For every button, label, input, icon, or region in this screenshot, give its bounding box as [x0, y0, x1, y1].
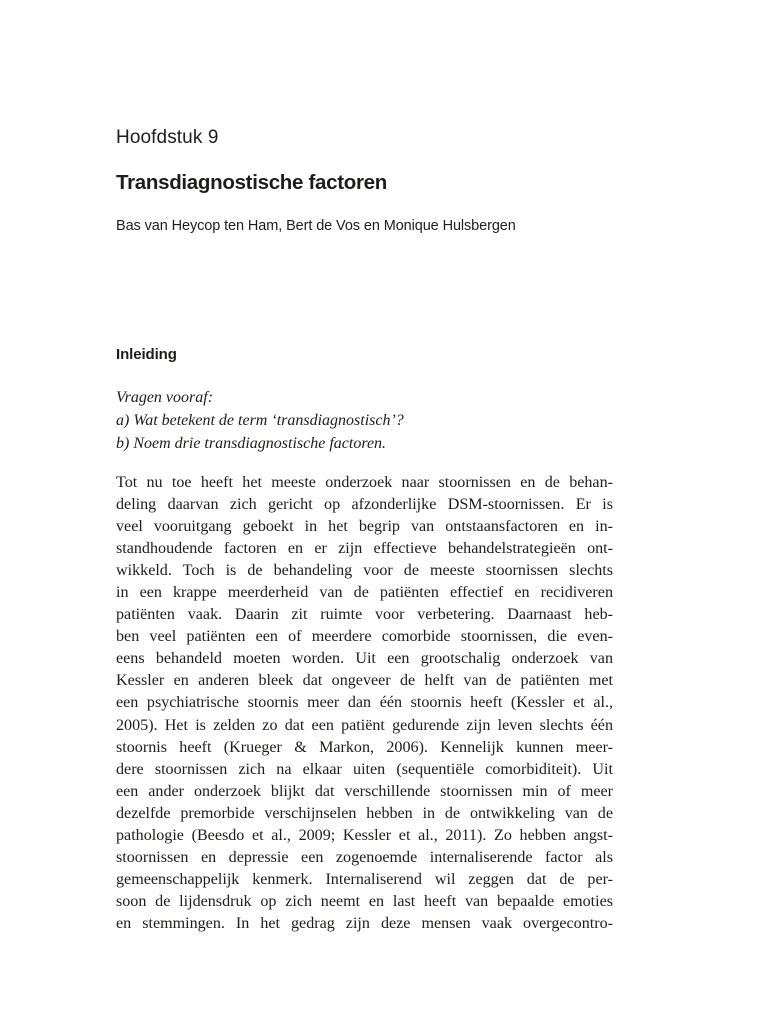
paragraph-line: een ander onderzoek blijkt dat verschillende stoornissen min of meer [116, 782, 613, 800]
paragraph-line: wikkeld. Toch is de behandeling voor de meeste stoornissen slechts [116, 562, 613, 580]
paragraph-line: veel vooruitgang geboekt in het begrip van ontstaansfactoren en in- [116, 518, 613, 536]
paragraph-line: stoornissen en depressie een zogenoemde internaliserende factor als [116, 848, 613, 866]
questions-intro: Vragen vooraf: [116, 389, 214, 406]
section-heading: Inleiding [116, 346, 177, 363]
chapter-title: Transdiagnostische factoren [116, 171, 388, 194]
chapter-label: Hoofdstuk 9 [116, 127, 219, 148]
paragraph-line: Tot nu toe heeft het meeste onderzoek naar stoornissen en de behan- [116, 474, 613, 491]
paragraph-line: pathologie (Beesdo et al., 2009; Kessler et al., 2011). Zo hebben angst- [116, 826, 613, 844]
paragraph-line: deling daarvan zich gericht op afzonderlijke DSM-stoornissen. Er is [116, 496, 613, 514]
paragraph-line: en stemmingen. In het gedrag zijn deze mensen vaak overgecontro- [116, 914, 613, 932]
paragraph-line: een psychiatrische stoornis meer dan één stoornis heeft (Kessler et al., [116, 694, 613, 712]
question-a: a) Wat betekent de term ‘transdiagnostisch’? [116, 412, 404, 429]
paragraph-line: in een krappe meerderheid van de patiënten effectief en recidiveren [116, 584, 613, 602]
paragraph-line: Kessler en anderen bleek dat ongeveer de helft van de patiënten met [116, 672, 613, 690]
paragraph-line: dere stoornissen zich na elkaar uiten (sequentiële comorbiditeit). Uit [116, 760, 613, 778]
chapter-authors: Bas van Heycop ten Ham, Bert de Vos en Monique Hulsbergen [116, 218, 516, 234]
question-b: b) Noem drie transdiagnostische factoren. [116, 435, 387, 452]
paragraph-line: stoornis heeft (Krueger & Markon, 2006). Kennelijk kunnen meer- [116, 738, 613, 756]
paragraph-line: ben veel patiënten een of meerdere comorbide stoornissen, die even- [116, 628, 613, 646]
paragraph-line: standhoudende factoren en er zijn effectieve behandelstrategieën ont- [116, 540, 613, 558]
paragraph-line: gemeenschappelijk kenmerk. Internaliserend wil zeggen dat de per- [116, 870, 613, 888]
body-paragraph [116, 472, 613, 935]
paragraph-line: eens behandeld moeten worden. Uit een grootschalig onderzoek van [116, 650, 613, 668]
preliminary-questions [116, 386, 616, 455]
paragraph-line: soon de lijdensdruk op zich neemt en last heeft van bepaalde emoties [116, 892, 613, 910]
paragraph-line: dezelfde premorbide verschijnselen hebben in de ontwikkeling van de [116, 804, 613, 822]
paragraph-line: 2005). Het is zelden zo dat een patiënt gedurende zijn leven slechts één [116, 716, 613, 734]
paragraph-line: patiënten vaak. Daarin zit ruimte voor verbetering. Daarnaast heb- [116, 606, 613, 624]
